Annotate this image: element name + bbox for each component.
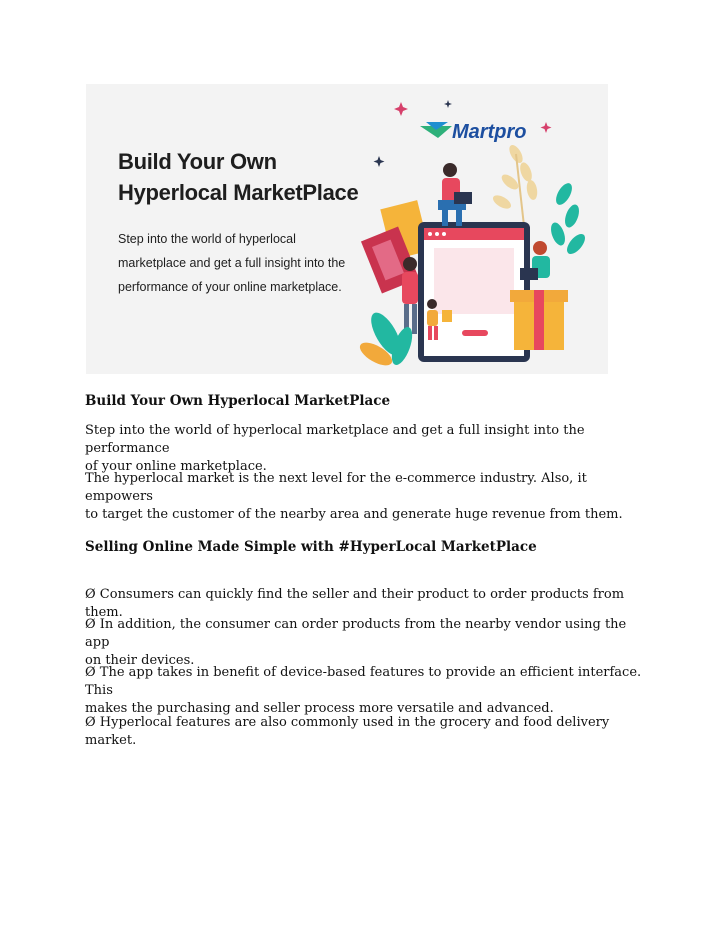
paragraph-line: to target the customer of the nearby area and generate huge revenue from them. [85,507,623,522]
paragraph-market [85,470,645,524]
heading-text: Build Your Own Hyperlocal MarketPlace [85,393,391,409]
article-heading [85,392,645,410]
banner-subtitle-line: Step into the world of hyperlocal [118,232,296,246]
person-with-laptop [438,163,472,226]
bullet-line: Ø Consumers can quickly find the seller and their product to order products from them. [85,587,625,620]
heading-text: Selling Online Made Simple with #HyperLocal MarketPlace [85,539,537,555]
bullet-item [85,714,645,750]
hero-banner [86,84,608,374]
section-heading [85,538,645,556]
leaf-decoration [548,181,588,257]
paragraph-line: Step into the world of hyperlocal marketplace and get a full insight into the performance [85,423,585,456]
paragraph-intro [85,422,645,476]
bullet-line: makes the purchasing and seller process more versatile and advanced. [85,701,554,716]
brand-name: Martpro [452,121,527,143]
banner-title-line: Build Your Own [118,149,277,174]
bullet-line: Ø Hyperlocal features are also commonly used in the grocery and food delivery market. [85,715,610,748]
bullet-line: on their devices. [85,653,195,668]
bullet-line: Ø The app takes in benefit of device-based features to provide an efficient interface. This [85,665,642,698]
banner-subtitle-line: performance of your online marketplace. [118,280,342,294]
bullet-line: Ø In addition, the consumer can order products from the nearby vendor using the app [85,617,627,650]
bullet-item [85,616,645,670]
bullet-item [85,664,645,718]
paragraph-line: of your online marketplace. [85,459,267,474]
marketplace-illustration [86,84,608,374]
banner-title-line: Hyperlocal MarketPlace [118,180,359,205]
banner-subtitle-line: marketplace and get a full insight into the [118,256,346,270]
paragraph-line: The hyperlocal market is the next level for the e-commerce industry. Also, it empowers [85,471,587,504]
martpro-logo [420,121,526,143]
